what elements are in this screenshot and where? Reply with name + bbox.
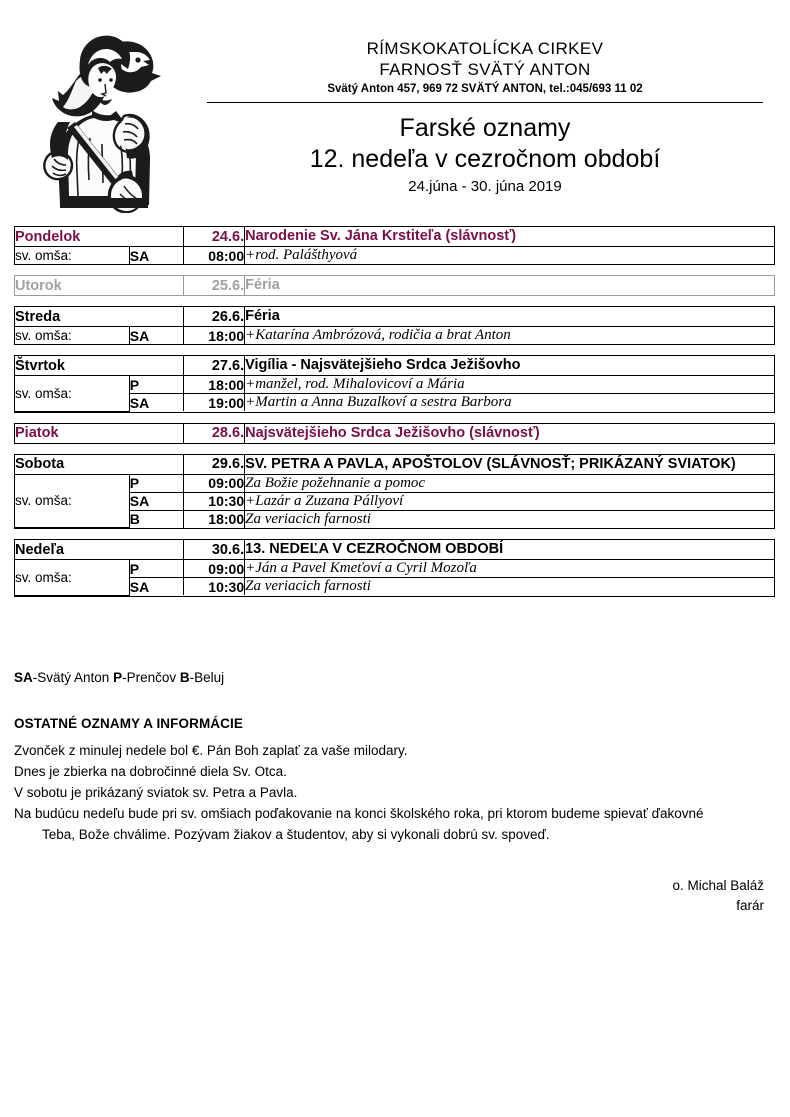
mass-intention: +Lazár a Zuzana Pállyoví — [245, 492, 774, 510]
day-date: 26.6. — [183, 307, 244, 327]
day-header-row — [15, 307, 774, 327]
day-name: Štvrtok — [15, 356, 183, 376]
header-text-block — [205, 38, 765, 197]
good-shepherd-emblem — [14, 18, 194, 213]
mass-time: 09:00 — [183, 560, 244, 578]
mass-time: 19:00 — [183, 394, 244, 412]
day-header-row — [15, 276, 774, 295]
mass-label: sv. omša: — [15, 376, 129, 412]
mass-time: 18:00 — [183, 510, 244, 528]
page-title: Farské oznamy — [399, 114, 571, 142]
day-name: Streda — [15, 307, 183, 327]
day-name: Piatok — [15, 424, 183, 443]
day-feast: Narodenie Sv. Jána Krstiteľa (slávnosť) — [245, 227, 774, 247]
signature-name: o. Michal Baláž — [672, 878, 764, 893]
mass-row — [15, 247, 774, 265]
mass-place: SA — [129, 394, 183, 412]
mass-intention: Za veriacich farnosti — [245, 578, 774, 596]
mass-intention: +Ján a Pavel Kmeťoví a Cyril Mozoľa — [245, 560, 774, 578]
page-subtitle: 12. nedeľa v cezročnom období — [309, 145, 661, 173]
signature-block — [672, 876, 764, 916]
notice-line: V sobotu je prikázaný sviatok sv. Petra a Pavla. — [14, 785, 298, 800]
day-feast: Féria — [245, 307, 774, 327]
mass-place: SA — [129, 578, 183, 596]
mass-place: SA — [129, 327, 183, 345]
notice-line: Zvonček z minulej nedele bol €. Pán Boh zaplať za vaše milodary. — [14, 743, 408, 758]
mass-time: 18:00 — [183, 376, 244, 394]
mass-time: 09:00 — [183, 474, 244, 492]
day-date: 30.6. — [183, 540, 244, 560]
day-block — [14, 275, 775, 296]
day-name: Pondelok — [15, 227, 183, 247]
abbreviation-legend — [14, 670, 224, 685]
day-name: Nedeľa — [15, 540, 183, 560]
notice-line: Teba, Bože chválime. Pozývam žiakov a študentov, aby si vykonali dobrú sv. spoveď. — [42, 827, 550, 842]
day-name: Sobota — [15, 455, 183, 475]
mass-label: sv. omša: — [15, 327, 129, 345]
mass-intention: Za veriacich farnosti — [245, 510, 774, 528]
day-block — [14, 539, 775, 597]
org-name-line2: FARNOSŤ SVÄTÝ ANTON — [379, 60, 591, 79]
day-header-row — [15, 540, 774, 560]
mass-place: P — [129, 560, 183, 578]
day-header-row — [15, 227, 774, 247]
mass-intention: +Martin a Anna Buzalkoví a sestra Barbora — [245, 394, 774, 412]
mass-intention: +Katarína Ambrózová, rodičia a brat Anton — [245, 327, 774, 345]
mass-time: 08:00 — [183, 247, 244, 265]
mass-intention: +rod. Palášthyová — [245, 247, 774, 265]
mass-label: sv. omša: — [15, 247, 129, 265]
notice-line: Na budúcu nedeľu bude pri sv. omšiach poďakovanie na konci školského roka, pri ktorom budeme spievať ďakovné — [14, 806, 704, 821]
mass-place: SA — [129, 492, 183, 510]
day-feast: SV. PETRA A PAVLA, APOŠTOLOV (SLÁVNOSŤ; PRIKÁZANÝ SVIATOK) — [245, 455, 774, 475]
mass-time: 10:30 — [183, 492, 244, 510]
day-feast: 13. NEDEĽA V CEZROČNOM OBDOBÍ — [245, 540, 774, 560]
day-date: 25.6. — [183, 276, 244, 295]
org-name-line1: RÍMSKOKATOLÍCKA CIRKEV — [366, 39, 604, 58]
date-range: 24.júna - 30. júna 2019 — [408, 178, 562, 195]
day-date: 24.6. — [183, 227, 244, 247]
mass-label: sv. omša: — [15, 474, 129, 528]
weekly-schedule — [14, 226, 775, 607]
mass-intention: Za Božie požehnanie a pomoc — [245, 474, 774, 492]
mass-place: SA — [129, 247, 183, 265]
day-date: 28.6. — [183, 424, 244, 443]
notices-body — [14, 740, 774, 845]
day-header-row — [15, 356, 774, 376]
mass-row — [15, 510, 774, 528]
org-address: Svätý Anton 457, 969 72 SVÄTÝ ANTON, tel.:045/693 11 02 — [327, 83, 643, 95]
day-feast: Féria — [245, 276, 774, 295]
day-block — [14, 423, 775, 444]
day-block — [14, 355, 775, 413]
mass-row — [15, 376, 774, 394]
header-divider — [207, 102, 763, 103]
mass-row — [15, 560, 774, 578]
day-header-row — [15, 424, 774, 443]
mass-row — [15, 327, 774, 345]
day-date: 29.6. — [183, 455, 244, 475]
mass-place: P — [129, 474, 183, 492]
signature-role: farár — [736, 898, 764, 913]
mass-time: 10:30 — [183, 578, 244, 596]
mass-row — [15, 394, 774, 412]
notices-section — [14, 716, 774, 845]
day-block — [14, 306, 775, 345]
day-name: Utorok — [15, 276, 183, 295]
mass-intention: +manžel, rod. Mihalovicoví a Mária — [245, 376, 774, 394]
legend-key-p: P — [113, 670, 123, 685]
mass-row — [15, 474, 774, 492]
legend-key-b: B — [179, 670, 190, 685]
day-block — [14, 226, 775, 265]
legend-val-sa: -Svätý Anton — [32, 670, 114, 685]
mass-place: P — [129, 376, 183, 394]
notices-heading: OSTATNÉ OZNAMY A INFORMÁCIE — [14, 716, 243, 731]
day-header-row — [15, 455, 774, 475]
notice-line: Dnes je zbierka na dobročinné diela Sv. Otca. — [14, 764, 287, 779]
legend-val-p: -Prenčov — [122, 670, 180, 685]
legend-key-sa: SA — [14, 670, 33, 685]
mass-label: sv. omša: — [15, 560, 129, 596]
mass-time: 18:00 — [183, 327, 244, 345]
document-header — [0, 0, 790, 205]
mass-place: B — [129, 510, 183, 528]
mass-row — [15, 578, 774, 596]
day-block — [14, 454, 775, 530]
mass-row — [15, 492, 774, 510]
day-date: 27.6. — [183, 356, 244, 376]
day-feast: Najsvätejšieho Srdca Ježišovho (slávnosť) — [245, 424, 774, 443]
day-feast: Vigília - Najsvätejšieho Srdca Ježišovho — [245, 356, 774, 376]
legend-val-b: -Beluj — [189, 670, 225, 685]
